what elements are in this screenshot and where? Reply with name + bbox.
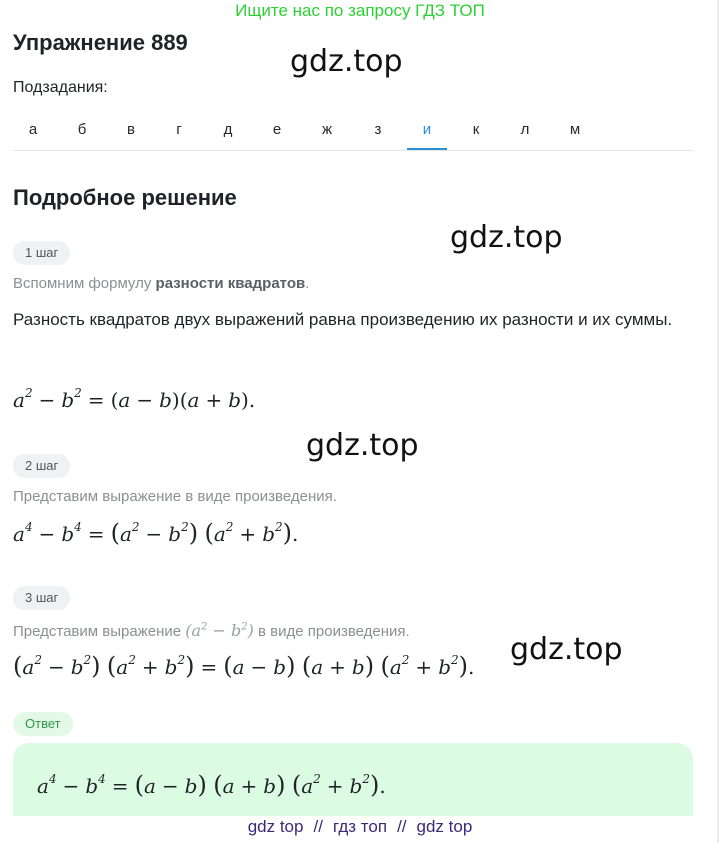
answer-formula: $a^4 - b^4 = (a - b) (a + b) (a^2 + b^2)$.	[37, 771, 386, 799]
step-1-text: Разность квадратов двух выражений равна произведению их разности и их суммы.	[13, 310, 673, 329]
footer-sep-1: //	[313, 817, 323, 836]
step-1-hint: Вспомним формулу разности квадратов.	[13, 275, 310, 292]
step-3-hint: Представим выражение $(a^2 - b^2)$ в виде произведения.	[13, 621, 410, 640]
tab-i-active[interactable]: и	[407, 112, 447, 150]
subtask-tabs	[13, 112, 693, 151]
tab-v[interactable]: в	[127, 121, 135, 138]
step-2-hint: Представим выражение в виде произведения.	[13, 488, 337, 505]
footer-link-2[interactable]: гдз топ	[332, 817, 388, 836]
solution-title: Подробное решение	[13, 185, 237, 210]
formula-step-3: $(a^2 - b^2) (a^2 + b^2) = (a - b) (a + b) (a^2 + b^2)$.	[13, 652, 475, 680]
tab-m[interactable]: м	[569, 121, 581, 138]
tab-a[interactable]: а	[28, 121, 38, 138]
footer-link-3[interactable]: gdz top	[416, 817, 473, 836]
answer-badge: Ответ	[13, 712, 73, 736]
step-1-badge: 1 шаг	[13, 241, 70, 265]
tab-d[interactable]: д	[223, 121, 233, 138]
tab-e[interactable]: е	[272, 121, 282, 138]
inline-expression: $(a^2 - b^2)$	[185, 621, 254, 640]
watermark-2: gdz.top	[450, 220, 563, 255]
step-2-badge: 2 шаг	[13, 454, 70, 478]
watermark-4: gdz.top	[510, 632, 623, 667]
subtasks-label: Подзадания:	[13, 79, 108, 96]
step-3-badge: 3 шаг	[13, 586, 70, 610]
tab-l[interactable]: л	[520, 121, 530, 138]
watermark-1: gdz.top	[290, 44, 403, 79]
page-title: Упражнение 889	[13, 30, 188, 55]
tab-g[interactable]: г	[176, 121, 182, 138]
tab-zh[interactable]: ж	[321, 121, 333, 138]
tab-b[interactable]: б	[77, 121, 87, 138]
formula-step-2: $a^4 - b^4 = (a^2 - b^2) (a^2 + b^2)$.	[13, 519, 299, 547]
footer-sep-2: //	[397, 817, 407, 836]
footer-link-1[interactable]: gdz top	[247, 817, 304, 836]
tab-z[interactable]: з	[374, 121, 382, 138]
tab-k[interactable]: к	[472, 121, 480, 138]
right-scroll-rule	[717, 0, 719, 843]
top-banner: Ищите нас по запросу ГДЗ ТОП	[235, 1, 485, 20]
watermark-3: gdz.top	[306, 428, 419, 463]
formula-difference-of-squares: $a^2 - b^2 = (a - b)(a + b)$.	[13, 386, 256, 412]
footer-links	[0, 817, 720, 837]
